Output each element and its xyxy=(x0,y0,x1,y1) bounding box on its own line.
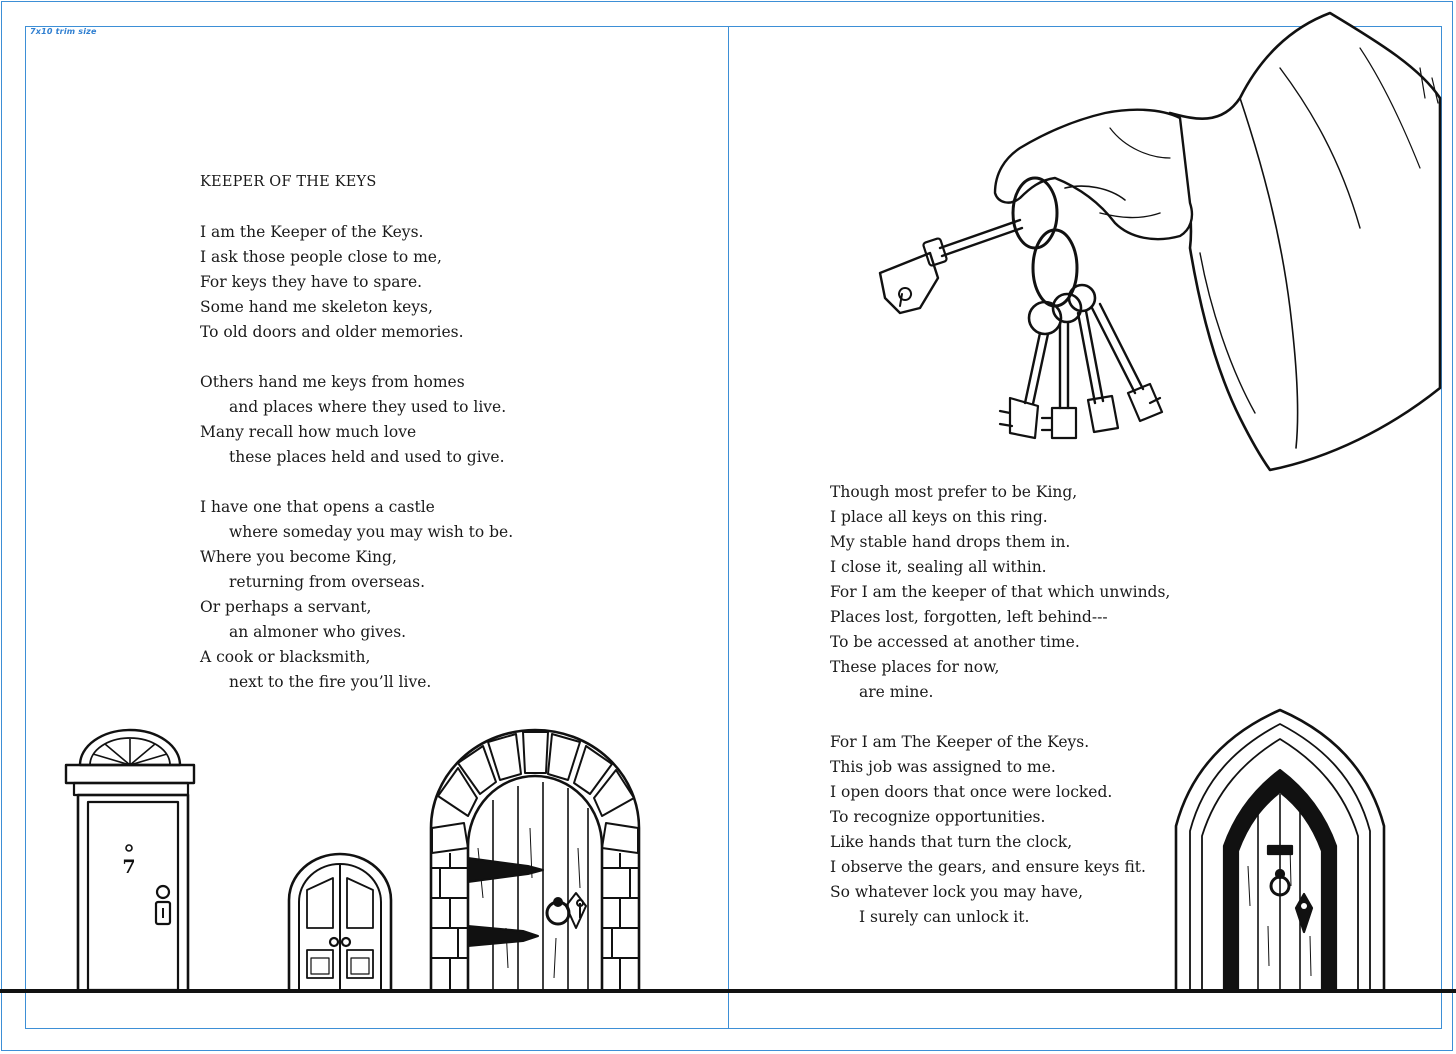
poem-line: Some hand me skeleton keys, xyxy=(200,298,433,316)
right-page-poem xyxy=(830,480,1170,930)
stanza-gap xyxy=(830,705,1170,730)
page-gutter-line xyxy=(728,26,729,1029)
poem-line: A cook or blacksmith, xyxy=(200,648,371,666)
poem-line: these places held and used to give. xyxy=(229,448,505,466)
poem-line: I am the Keeper of the Keys. xyxy=(200,223,424,241)
stanza-gap xyxy=(200,470,513,495)
poem-line: These places for now, xyxy=(830,658,1000,676)
poem-line: Where you become King, xyxy=(200,548,397,566)
poem-line: I ask those people close to me, xyxy=(200,248,442,266)
poem-line: an almoner who gives. xyxy=(229,623,407,641)
gothic-arch-door-illustration xyxy=(1172,706,1388,992)
poem-line: Like hands that turn the clock, xyxy=(830,833,1073,851)
poem-line: returning from overseas. xyxy=(229,573,425,591)
poem-line: I open doors that once were locked. xyxy=(830,783,1113,801)
poem-line: So whatever lock you may have, xyxy=(830,883,1084,901)
small-arched-double-door-illustration xyxy=(285,850,395,992)
ground-line xyxy=(0,989,1456,993)
trim-size-label: 7x10 trim size xyxy=(30,27,97,36)
poem-line: I observe the gears, and ensure keys fit. xyxy=(830,858,1146,876)
poem-line: For keys they have to spare. xyxy=(200,273,423,291)
stone-arch-wooden-door-illustration xyxy=(428,728,643,992)
poem-line: Or perhaps a servant, xyxy=(200,598,372,616)
poem-line: This job was assigned to me. xyxy=(830,758,1056,776)
poem-line: are mine. xyxy=(859,683,934,701)
poem-line: I place all keys on this ring. xyxy=(830,508,1048,526)
poem-line: I close it, sealing all within. xyxy=(830,558,1047,576)
hand-with-keys-illustration xyxy=(860,8,1450,478)
poem-line: Others hand me keys from homes xyxy=(200,373,465,391)
poem-line: For I am the keeper of that which unwinds, xyxy=(830,583,1171,601)
poem-line: To old doors and older memories. xyxy=(200,323,464,341)
poem-line: Places lost, forgotten, left behind--- xyxy=(830,608,1108,626)
door-number-7: 7 xyxy=(122,856,136,878)
stanza-gap xyxy=(200,345,513,370)
poem-line: and places where they used to live. xyxy=(229,398,507,416)
poem-line: My stable hand drops them in. xyxy=(830,533,1071,551)
poem-line: I surely can unlock it. xyxy=(859,908,1030,926)
left-page-poem xyxy=(200,170,513,695)
poem-line: where someday you may wish to be. xyxy=(229,523,514,541)
poem-line: To be accessed at another time. xyxy=(830,633,1080,651)
poem-line: To recognize opportunities. xyxy=(830,808,1046,826)
poem-line: Many recall how much love xyxy=(200,423,417,441)
poem-line: I have one that opens a castle xyxy=(200,498,435,516)
poem-line: For I am The Keeper of the Keys. xyxy=(830,733,1090,751)
poem-title: KEEPER OF THE KEYS xyxy=(200,174,377,190)
numbered-house-door-illustration xyxy=(60,730,200,992)
stanza-gap xyxy=(200,195,513,220)
poem-line: Though most prefer to be King, xyxy=(830,483,1078,501)
poem-line: next to the fire you’ll live. xyxy=(229,673,432,691)
